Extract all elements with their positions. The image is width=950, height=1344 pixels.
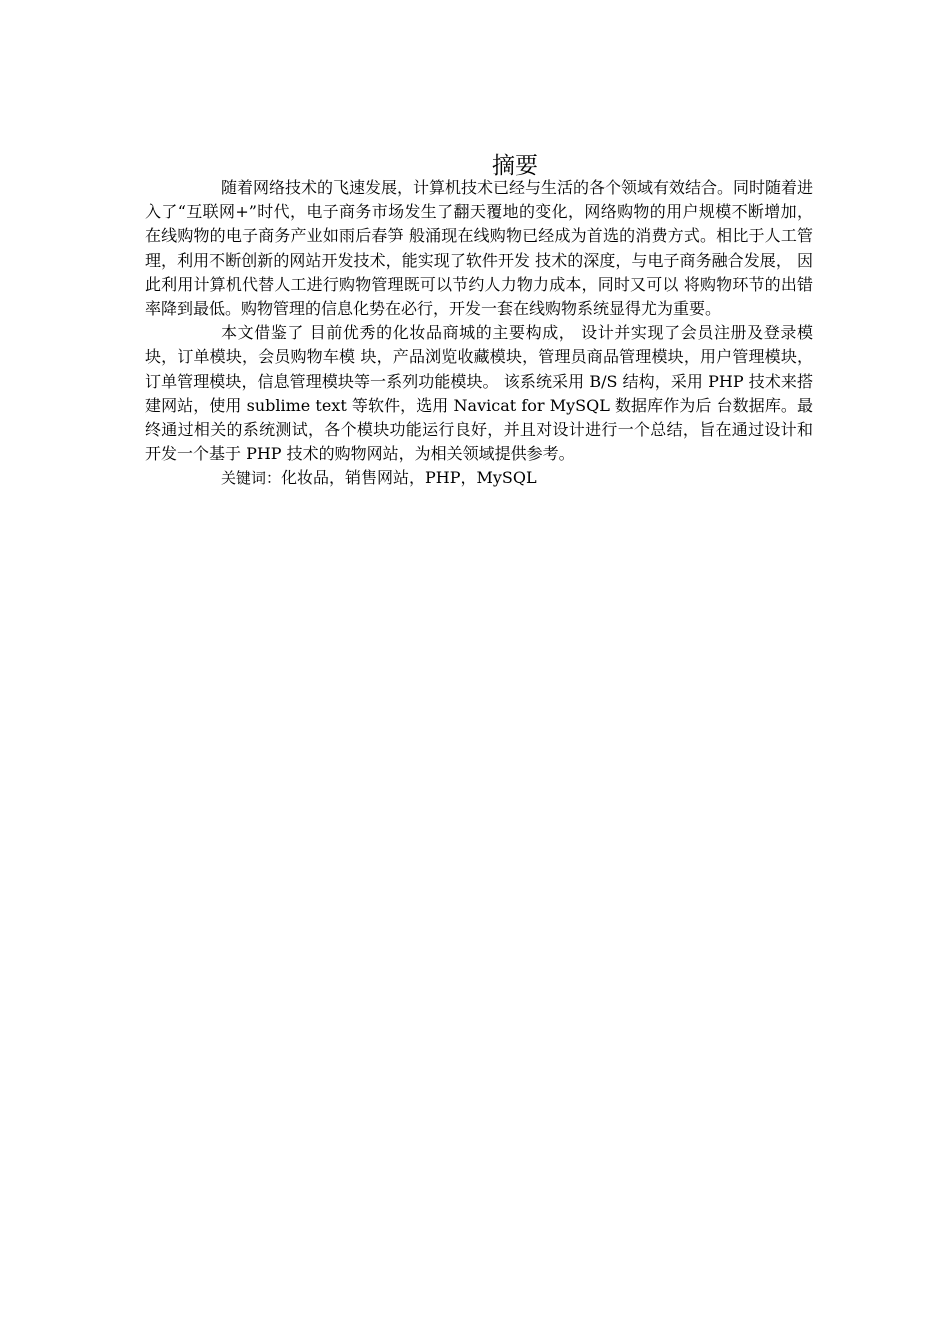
abstract-paragraph-1: 随着网络技术的飞速发展，计算机技术已经与生活的各个领域有效结合。同时随着进入了“互联网+”时代，电子商务市场发生了翻天覆地的变化，网络购物的用户规模不断增加， 在线购物的电子商务产业如雨后春笋 般涌现在线购物已经成为首选的消费方式。相比于人工管理，利用不断创新的网站开发技术，能实现了软件开发 技术的深度，与电子商务融合发展， 因此利用计算机代替人工进行购物管理既可以节约人力物力成本，同时又可以 将购物环节的出错率降到最低。购物管理的信息化势在必行，开发一套在线购物系统显得尤为重要。 [145,178,814,319]
keywords-value: 化妆品，销售网站，PHP，MySQL [281,468,537,488]
keywords-line [145,466,813,490]
abstract-title: 摘要 [492,153,538,180]
keywords-label: 关键词： [221,469,282,488]
abstract-paragraph-2: 本文借鉴了 目前优秀的化妆品商城的主要构成， 设计并实现了会员注册及登录模块，订单模块，会员购物车模 块，产品浏览收藏模块，管理员商品管理模块，用户管理模块，订单管理模块，信息管理模块等一系列功能模块。 该系统采用 B/S 结构，采用 PHP 技术来搭建网站，使用 sublime text 等软件，选用 Navicat for MySQL 数据库作为后 台数据库。最终通过相关的系统测试，各个模块功能运行良好，并且对设计进行一个总结，旨在通过设计和开发一个基于 PHP 技术的购物网站，为相关领域提供参考。 [145,323,813,464]
abstract-body [145,176,813,491]
